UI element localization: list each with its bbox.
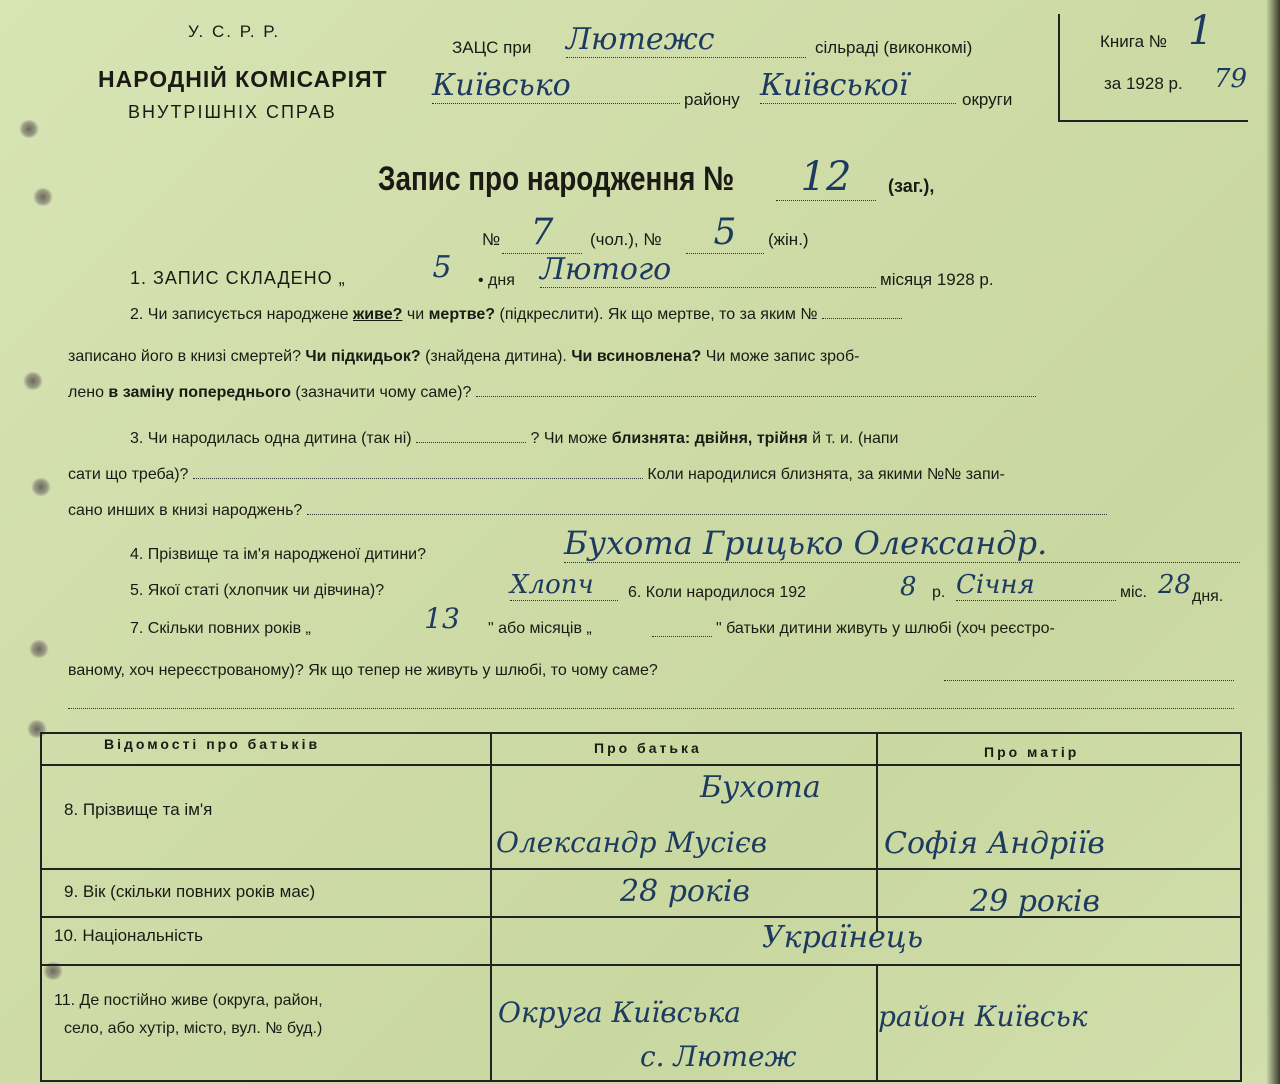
item6-month-suffix: міс. — [1120, 584, 1147, 601]
item3-twins: близнята: двійня, трійня — [611, 430, 808, 447]
ussr-label: У. С. Р. Р. — [188, 22, 281, 41]
male-label: (чол.), № — [590, 230, 662, 249]
item7-fill-line — [944, 680, 1234, 681]
item3-line3 — [68, 502, 1107, 520]
mother-age: 29 років — [970, 884, 1100, 919]
item2-part: 2. Чи записується народжене — [130, 306, 349, 323]
item2-fill-line — [822, 318, 902, 319]
item3-part: сати що треба)? — [68, 466, 189, 483]
item2-part: лено — [68, 384, 104, 401]
item7-months-label: " або місяців „ — [488, 620, 592, 637]
item7-prefix: 7. Скільки повних років „ — [130, 620, 311, 637]
table-header-info: Відомості про батьків — [104, 736, 321, 752]
item3-fill-line — [193, 478, 643, 479]
item2-part: чи — [406, 306, 425, 323]
item3-part: сано инших в книзі народжень? — [68, 502, 303, 519]
item2-part: Чи може запис зроб- — [705, 348, 860, 365]
item2-text — [130, 306, 902, 324]
residence-village: с. Лютеж — [640, 1040, 797, 1073]
region-handwritten: Київсько — [432, 68, 680, 104]
table-left-border — [40, 732, 42, 1082]
item6-day-suffix: дня. — [1192, 588, 1224, 605]
item2-part: (підкреслити). Як що мертве, то за яким № — [499, 306, 818, 323]
item2-foundling: Чи підкидьок? — [305, 348, 421, 365]
punch-hole — [30, 478, 52, 496]
item3-part: й т. и. (напи — [812, 430, 899, 447]
table-row-border — [40, 964, 1242, 966]
residence-okrug: Округа Київська — [498, 996, 741, 1029]
item3-line1 — [130, 430, 898, 448]
row8-label: 8. Прізвище та ім'я — [64, 800, 213, 819]
row10-label: 10. Національність — [54, 926, 203, 945]
item1-day: 5 — [432, 250, 452, 285]
commissariat-label: НАРОДНІЙ КОМІСАРІЯТ — [98, 66, 388, 92]
item6-label: 6. Коли народилося 192 — [628, 584, 807, 601]
item3-part: ? Чи може — [530, 430, 608, 447]
page-edge-shadow — [1266, 0, 1280, 1084]
record-number-suffix: (заг.), — [888, 176, 935, 196]
row9-label: 9. Вік (скільки повних років має) — [64, 882, 316, 901]
punch-hole — [28, 640, 50, 658]
item2-dead: мертве? — [428, 306, 496, 323]
table-col-divider — [876, 732, 878, 932]
record-title: Запис про народження № — [378, 160, 735, 198]
item2-part: (зазначити чому саме)? — [295, 384, 472, 401]
item7-months-fill — [652, 636, 712, 637]
table-top-border — [40, 732, 1242, 734]
item1-suffix: місяця 1928 р. — [880, 270, 994, 289]
zacs-village-handwritten: Лютежс — [566, 22, 806, 58]
residence-raion: район Київськ — [878, 1000, 1088, 1033]
item1-prefix: 1. ЗАПИС СКЛАДЕНО „ — [130, 268, 346, 288]
book-year: за 1928 р. — [1104, 74, 1183, 93]
internal-affairs-label: ВНУТРІШНІХ СПРАВ — [128, 102, 337, 122]
raion-label: району — [684, 90, 740, 109]
item2-part: (знайдена дитина). — [425, 348, 567, 365]
book-box-border — [1058, 120, 1248, 122]
punch-hole — [32, 188, 54, 206]
item2-replace: в заміну попереднього — [108, 384, 291, 401]
item7-line2: ваному, хоч нереєстрованому)? Як що тепер не живуть у шлюбі, то чому саме? — [68, 662, 658, 679]
book-box-border — [1058, 14, 1060, 122]
item3-fill-line — [307, 514, 1107, 515]
female-label: (жін.) — [768, 230, 809, 249]
child-sex: Хлопч — [510, 570, 618, 601]
okrug-label: округи — [962, 90, 1013, 109]
zacs-prefix: ЗАЦС при — [452, 38, 532, 57]
item5-label: 5. Якої статі (хлопчик чи дівчина)? — [130, 582, 385, 599]
item6-year-suffix: р. — [932, 584, 946, 601]
table-header-mother: Про матір — [984, 744, 1080, 760]
item7-suffix: " батьки дитини живуть у шлюбі (хоч реєстро- — [716, 620, 1055, 637]
table-header-border — [40, 764, 1242, 766]
child-name: Бухота Грицько Олександр. — [564, 524, 1240, 563]
row11-label-1: 11. Де постійно живе (округа, район, — [54, 992, 323, 1009]
punch-hole — [18, 120, 40, 138]
item2-fill-line — [476, 396, 1036, 397]
parents-surname: Бухота — [700, 770, 821, 805]
birth-month: Січня — [956, 570, 1116, 601]
record-number: 12 — [776, 154, 876, 201]
punch-hole — [26, 720, 48, 738]
table-row-border — [40, 868, 1242, 870]
book-label: Книга № — [1100, 32, 1168, 51]
male-no-label: № — [482, 230, 501, 249]
item1-month: Лютого — [540, 252, 876, 288]
table-right-border — [1240, 732, 1242, 1082]
item7-fill-line2 — [68, 708, 1234, 709]
male-number: 7 — [502, 212, 582, 254]
birth-year-digit: 8 — [900, 572, 917, 602]
row11-label-2: село, або хутір, місто, вул. № буд.) — [64, 1020, 323, 1037]
punch-hole — [22, 372, 44, 390]
father-name: Олександр Мусієв — [496, 826, 767, 859]
table-bottom-border — [40, 1080, 1242, 1082]
zacs-suffix: сільраді (виконкомі) — [815, 38, 973, 57]
mother-name: Софія Андріїв — [884, 826, 1105, 861]
item2-adopted: Чи всиновлена? — [571, 348, 702, 365]
father-age: 28 років — [620, 874, 750, 909]
okrug-handwritten: Київської — [760, 68, 956, 104]
birth-day: 28 — [1158, 570, 1192, 600]
item3-fill-line — [416, 442, 526, 443]
nationality: Українець — [762, 920, 924, 955]
item2-alive: живе? — [352, 306, 403, 323]
item2-part: записано його в книзі смертей? — [68, 348, 301, 365]
marriage-years: 13 — [424, 602, 460, 635]
item3-line2 — [68, 466, 1005, 484]
item4-label: 4. Прізвище та ім'я народженої дитини? — [130, 546, 427, 563]
book-number: 1 — [1188, 8, 1214, 54]
table-col-divider — [490, 732, 492, 1082]
female-number: 5 — [686, 212, 764, 254]
item3-part: Коли народилися близнята, за якими №№ запи- — [647, 466, 1005, 483]
item2-line2 — [68, 348, 859, 366]
item2-line3 — [68, 384, 1036, 402]
table-header-father: Про батька — [594, 740, 702, 756]
item1-day-label: • дня — [478, 272, 515, 289]
book-year-note: 79 — [1214, 64, 1248, 94]
item3-part: 3. Чи народилась одна дитина (так ні) — [130, 430, 412, 447]
